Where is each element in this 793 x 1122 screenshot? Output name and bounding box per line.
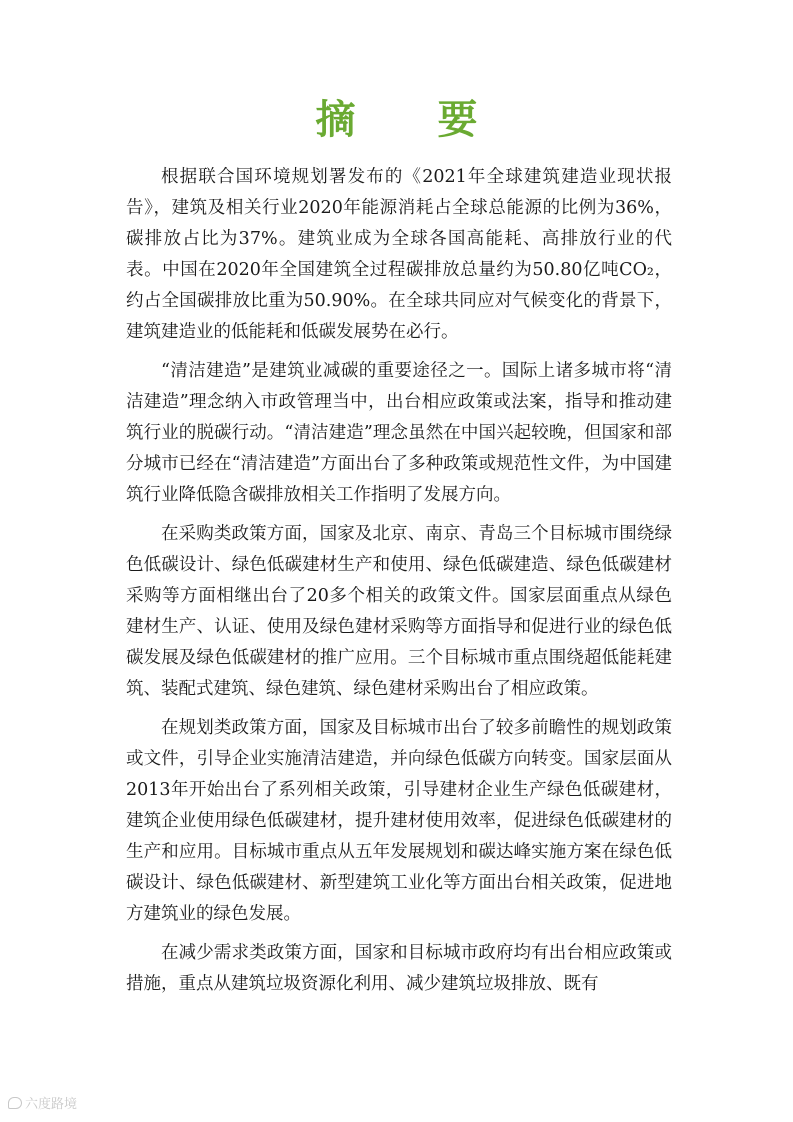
paragraph-2: “清洁建造”是建筑业减碳的重要途径之一。国际上诸多城市将“清洁建造”理念纳入市政管理当中，出台相应政策或法案，指导和推动建筑行业的脱碳行动。“清洁建造”理念虽然在中国兴起较晚，但国家和部分城市已经在“清洁建造”方面出台了多种政策或规范性文件，为中国建筑行业降低隐含碳排放相关工作指明了发展方向。 (126, 361, 672, 505)
speech-bubble-icon (8, 1097, 22, 1109)
paragraph-3: 在采购类政策方面，国家及北京、南京、青岛三个目标城市围绕绿色低碳设计、绿色低碳建材生产和使用、绿色低碳建造、绿色低碳建材采购等方面相继出台了20多个相关的政策文件。国家层面重点从绿色建材生产、认证、使用及绿色建材采购等方面指导和促进行业的绿色低碳发展及绿色低碳建材的推广应用。三个目标城市重点围绕超低能耗建筑、装配式建筑、绿色建筑、绿色建材采购出台了相应政策。 (126, 524, 672, 699)
document-body (126, 162, 672, 1008)
watermark (8, 1093, 77, 1112)
page-title: 摘 要 (315, 96, 512, 143)
paragraph-1: 根据联合国环境规划署发布的《2021年全球建筑建造业现状报告》，建筑及相关行业2020年能源消耗占全球总能源的比例为36%，碳排放占比为37%。建筑业成为全球各国高能耗、高排放行业的代表。中国在2020年全国建筑全过程碳排放总量约为50.80亿吨CO₂，约占全国碳排放比重为50.90%。在全球共同应对气候变化的背景下，建筑建造业的低能耗和低碳发展势在必行。 (126, 167, 672, 342)
watermark-text: 六度路境 (25, 1097, 78, 1112)
paragraph-4: 在规划类政策方面，国家及目标城市出台了较多前瞻性的规划政策或文件，引导企业实施清洁建造，并向绿色低碳方向转变。国家层面从2013年开始出台了系列相关政策，引导建材企业生产绿色低碳建材，建筑企业使用绿色低碳建材，提升建材使用效率，促进绿色低碳建材的生产和应用。目标城市重点从五年发展规划和碳达峰实施方案在绿色低碳设计、绿色低碳建材、新型建筑工业化等方面出台相关政策，促进地方建筑业的绿色发展。 (126, 718, 672, 924)
paragraph-5: 在减少需求类政策方面，国家和目标城市政府均有出台相应政策或措施，重点从建筑垃圾资源化利用、减少建筑垃圾排放、既有 (126, 943, 672, 994)
